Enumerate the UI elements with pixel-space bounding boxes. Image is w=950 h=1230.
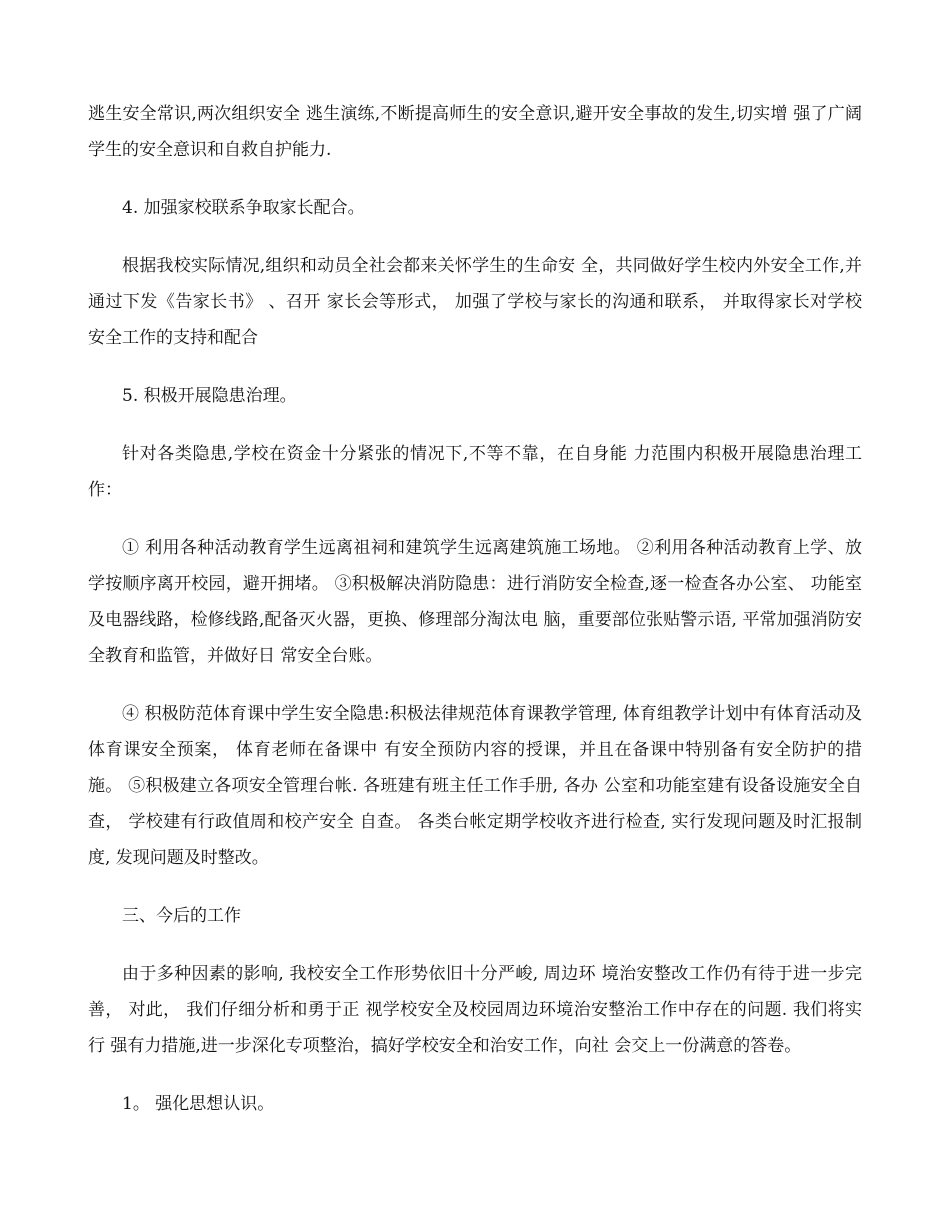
heading-future-work: 三、今后的工作 xyxy=(122,906,241,926)
heading-strengthen-awareness: 1。 强化思想认识。 xyxy=(122,1094,275,1114)
paragraph-hazard-intro: 针对各类隐患,学校在资金十分紧张的情况下,不等不靠，在自身能 力范围内积极开展隐患治理工作： xyxy=(88,444,862,500)
paragraph-future-work: 由于多种因素的影响, 我校安全工作形势依旧十分严峻, 周边环 境治安整改工作仍有待于进一步完善， 对此， 我们仔细分析和勇于正 视学校安全及校园周边环境治安整治工作中存在的问题. 我们将实行 强有力措施,进一步深化专项整治，搞好学校安全和治安工作，向社 会交上一份满意的答卷。 xyxy=(88,964,862,1056)
paragraph-hazard-items-4-5: ④ 积极防范体育课中学生安全隐患:积极法律规范体育课教学管理, 体育组教学计划中有体育活动及体育课安全预案， 体育老师在备课中 有安全预防内容的授课，并且在备课中特别备有安全防护的措施。 ⑤积极建立各项安全管理台帐. 各班建有班主任工作手册, 各办 公室和功能室建有设备设施安全自查， 学校建有行政值周和校产安全 自查。 各类台帐定期学校收齐进行检查, 实行发现问题及时汇报制度, 发现问题及时整改。 xyxy=(88,704,862,868)
document-body xyxy=(88,96,862,1144)
paragraph-safety-drills: 逃生安全常识,两次组织安全 逃生演练,不断提高师生的安全意识,避开安全事故的发生,切实增 强了广阔学生的安全意识和自救自护能力. xyxy=(88,104,862,160)
heading-home-school-contact: 4. 加强家校联系争取家长配合。 xyxy=(122,198,365,218)
paragraph-hazard-items-1-3: ① 利用各种活动教育学生远离祖祠和建筑学生远离建筑施工场地。 ②利用各种活动教育上学、放学按顺序离开校园，避开拥堵。 ③积极解决消防隐患：进行消防安全检查,逐一检查各办公室、 功能室及电器线路，检修线路,配备灭火器，更换、修理部分淘汰电 脑，重要部位张贴警示语, 平常加强消防安全教育和监管，并做好日 常安全台账。 xyxy=(88,538,862,666)
heading-hazard-management: 5. 积极开展隐患治理。 xyxy=(122,386,297,406)
paragraph-parent-cooperation: 根据我校实际情况,组织和动员全社会都来关怀学生的生命安 全，共同做好学生校内外安全工作,并通过下发《告家长书》 、召开 家长会等形式， 加强了学校与家长的沟通和联系， 并取得家长对学校 安全工作的支持和配合 xyxy=(88,256,862,348)
